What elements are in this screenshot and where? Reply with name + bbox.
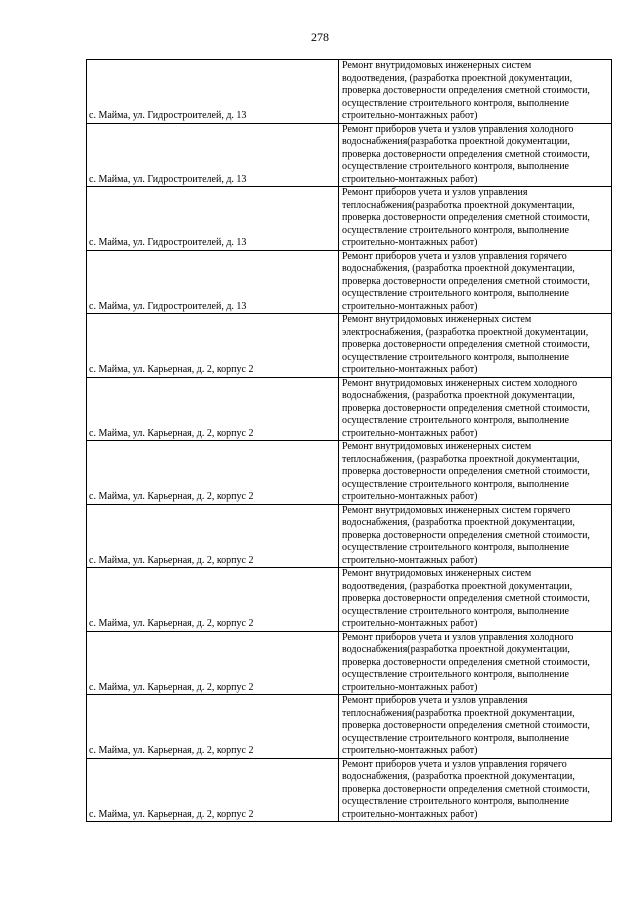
work-description-line: Ремонт внутридомовых инженерных систем — [342, 568, 532, 579]
work-description-line: строительно-монтажных работ) — [342, 808, 478, 820]
work-description-line: строительно-монтажных работ) — [342, 110, 478, 121]
work-description-line: строительно-монтажных работ) — [342, 681, 478, 693]
work-description-line: осуществление строительного контроля, выполнение — [342, 224, 569, 236]
works-table-body — [87, 60, 612, 822]
work-description-line: осуществление строительного контроля, выполнение — [342, 161, 569, 172]
address-cell: с. Майма, ул. Карьерная, д. 2, корпус 2 — [87, 758, 339, 822]
work-description-line: Ремонт приборов учета и узлов управления — [342, 187, 528, 198]
address-cell: с. Майма, ул. Карьерная, д. 2, корпус 2 — [87, 314, 339, 378]
work-description-line: строительно-монтажных работ) — [342, 173, 478, 185]
work-description-line: Ремонт приборов учета и узлов управления — [342, 695, 528, 706]
work-description-line: осуществление строительного контроля, выполнение — [342, 605, 569, 617]
table-row — [87, 187, 612, 251]
work-description-line: Ремонт внутридомовых инженерных систем — [342, 314, 532, 325]
work-description-line: осуществление строительного контроля, выполнение — [342, 415, 569, 426]
work-description-line: осуществление строительного контроля, выполнение — [342, 351, 569, 363]
work-description-line: строительно-монтажных работ) — [342, 618, 478, 629]
work-description-cell — [339, 695, 612, 759]
work-description-line: строительно-монтажных работ) — [342, 554, 478, 566]
works-table — [86, 59, 612, 822]
work-description-cell — [339, 568, 612, 632]
work-description-line: Ремонт приборов учета и узлов управления горячего — [342, 250, 567, 262]
work-description-line: водоснабжения(разработка проектной документации, — [342, 644, 570, 655]
table-row — [87, 123, 612, 187]
table-row — [87, 377, 612, 441]
table-row — [87, 441, 612, 505]
work-description-line: водоснабжения, (разработка проектной документации, — [342, 771, 575, 782]
table-row — [87, 758, 612, 822]
work-description-line: строительно-монтажных работ) — [342, 237, 478, 248]
work-description-line: теплоснабжения, (разработка проектной документации, — [342, 453, 580, 465]
work-description-line: теплоснабжения(разработка проектной документации, — [342, 707, 575, 719]
work-description-line: Ремонт внутридомовых инженерных систем — [342, 60, 532, 71]
work-description-line: Ремонт приборов учета и узлов управления холодного — [342, 123, 574, 135]
work-description-line: осуществление строительного контроля, выполнение — [342, 542, 569, 553]
work-description-cell — [339, 123, 612, 187]
work-description-line: осуществление строительного контроля, выполнение — [342, 796, 569, 807]
work-description-line: проверка достоверности определения сметной стоимости, — [342, 212, 590, 223]
address-cell: с. Майма, ул. Карьерная, д. 2, корпус 2 — [87, 504, 339, 568]
work-description-line: проверка достоверности определения сметной стоимости, — [342, 275, 590, 287]
table-row — [87, 568, 612, 632]
work-description-line: водоснабжения, (разработка проектной документации, — [342, 263, 575, 274]
work-description-line: проверка достоверности определения сметной стоимости, — [342, 783, 590, 795]
work-description-cell — [339, 504, 612, 568]
work-description-line: водоснабжения, (разработка проектной документации, — [342, 390, 575, 401]
work-description-line: строительно-монтажных работ) — [342, 491, 478, 502]
address-cell: с. Майма, ул. Гидростроителей, д. 13 — [87, 123, 339, 187]
table-row — [87, 631, 612, 695]
work-description-cell — [339, 187, 612, 251]
work-description-line: осуществление строительного контроля, выполнение — [342, 478, 569, 490]
work-description-line: проверка достоверности определения сметной стоимости, — [342, 656, 590, 668]
work-description-line: проверка достоверности определения сметной стоимости, — [342, 85, 590, 96]
address-cell: с. Майма, ул. Карьерная, д. 2, корпус 2 — [87, 441, 339, 505]
table-row — [87, 60, 612, 124]
page-number: 278 — [311, 30, 329, 44]
work-description-cell — [339, 441, 612, 505]
work-description-line: водоснабжения(разработка проектной документации, — [342, 136, 570, 147]
work-description-line: осуществление строительного контроля, выполнение — [342, 97, 569, 109]
address-cell: с. Майма, ул. Карьерная, д. 2, корпус 2 — [87, 695, 339, 759]
work-description-line: осуществление строительного контроля, выполнение — [342, 669, 569, 680]
table-row — [87, 695, 612, 759]
address-cell: с. Майма, ул. Гидростроителей, д. 13 — [87, 250, 339, 314]
address-cell: с. Майма, ул. Карьерная, д. 2, корпус 2 — [87, 568, 339, 632]
work-description-line: Ремонт внутридомовых инженерных систем горячего — [342, 504, 571, 516]
work-description-line: Ремонт внутридомовых инженерных систем холодного — [342, 377, 578, 389]
work-description-line: водоснабжения, (разработка проектной документации, — [342, 517, 575, 528]
address-cell: с. Майма, ул. Карьерная, д. 2, корпус 2 — [87, 631, 339, 695]
work-description-line: строительно-монтажных работ) — [342, 745, 478, 756]
work-description-line: осуществление строительного контроля, выполнение — [342, 288, 569, 299]
work-description-line: электроснабжения, (разработка проектной документации, — [342, 326, 589, 338]
table-row — [87, 314, 612, 378]
work-description-line: Ремонт приборов учета и узлов управления холодного — [342, 631, 574, 643]
work-description-line: проверка достоверности определения сметной стоимости, — [342, 593, 590, 604]
work-description-cell — [339, 758, 612, 822]
address-cell: с. Майма, ул. Гидростроителей, д. 13 — [87, 60, 339, 124]
work-description-line: проверка достоверности определения сметной стоимости, — [342, 402, 590, 414]
work-description-line: осуществление строительного контроля, выполнение — [342, 732, 569, 744]
work-description-line: проверка достоверности определения сметной стоимости, — [342, 529, 590, 541]
work-description-line: Ремонт внутридомовых инженерных систем — [342, 441, 532, 452]
work-description-cell — [339, 60, 612, 124]
work-description-line: проверка достоверности определения сметной стоимости, — [342, 339, 590, 350]
work-description-line: Ремонт приборов учета и узлов управления горячего — [342, 758, 567, 770]
work-description-cell — [339, 631, 612, 695]
address-cell: с. Майма, ул. Карьерная, д. 2, корпус 2 — [87, 377, 339, 441]
work-description-line: теплоснабжения(разработка проектной документации, — [342, 199, 575, 211]
work-description-line: проверка достоверности определения сметной стоимости, — [342, 720, 590, 731]
work-description-line: водоотведения, (разработка проектной документации, — [342, 72, 573, 84]
work-description-line: проверка достоверности определения сметной стоимости, — [342, 466, 590, 477]
table-row — [87, 250, 612, 314]
work-description-cell — [339, 377, 612, 441]
table-row — [87, 504, 612, 568]
work-description-cell — [339, 314, 612, 378]
work-description-line: проверка достоверности определения сметной стоимости, — [342, 148, 590, 160]
work-description-line: водоотведения, (разработка проектной документации, — [342, 580, 573, 592]
work-description-line: строительно-монтажных работ) — [342, 364, 478, 375]
work-description-line: строительно-монтажных работ) — [342, 427, 478, 439]
work-description-line: строительно-монтажных работ) — [342, 300, 478, 312]
work-description-cell — [339, 250, 612, 314]
address-cell: с. Майма, ул. Гидростроителей, д. 13 — [87, 187, 339, 251]
